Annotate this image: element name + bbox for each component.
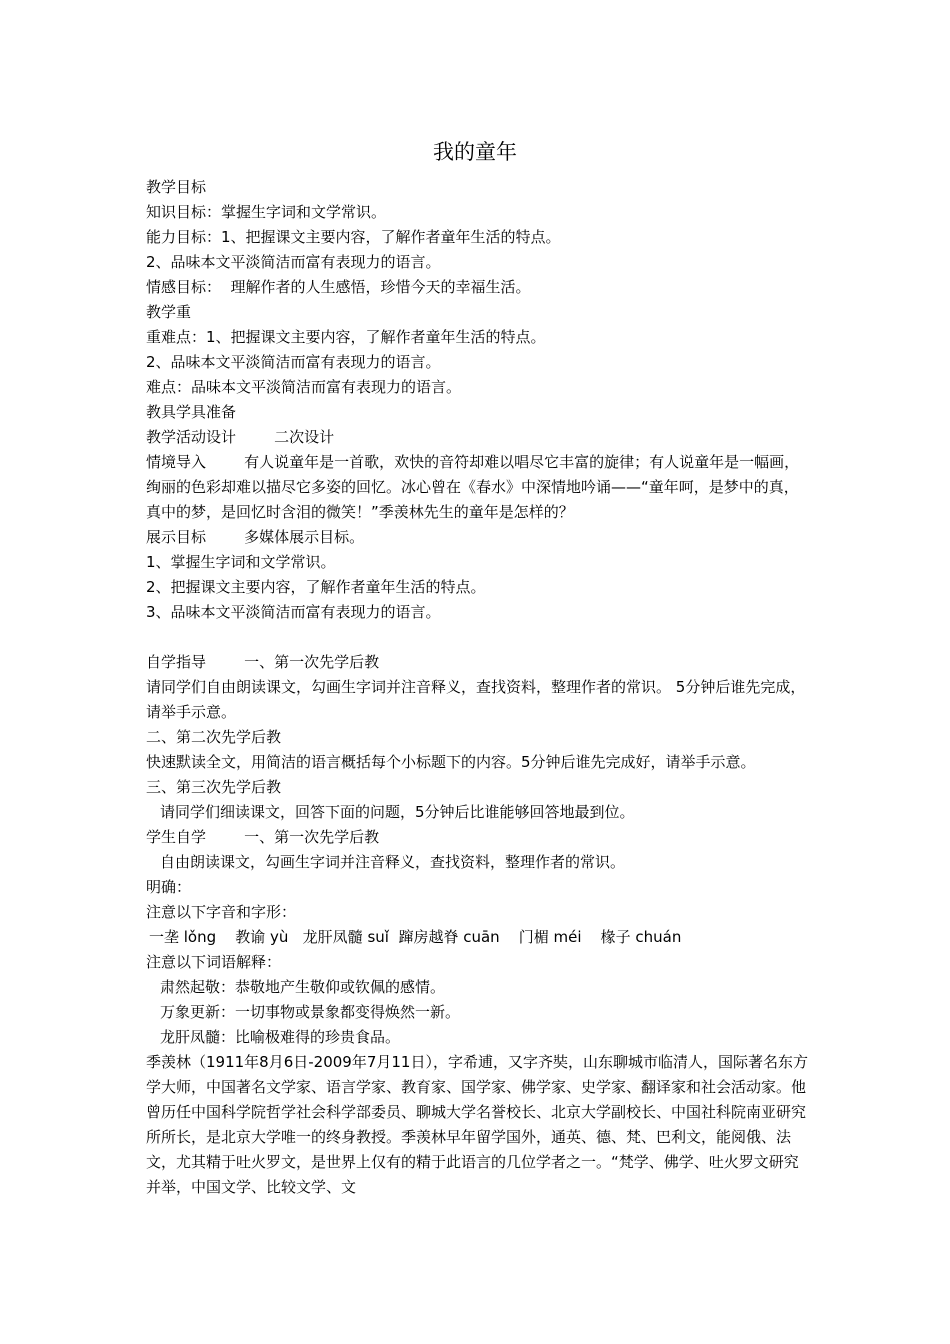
section-heading: 自学指导 一、第一次先学后教 <box>146 653 380 671</box>
paragraph: 2、品味本文平淡简洁而富有表现力的语言。 <box>146 353 441 371</box>
paragraph: 注意以下词语解释： <box>146 953 282 971</box>
section-heading: 教学活动设计 二次设计 <box>146 428 335 446</box>
paragraph: 快速默读全文，用简洁的语言概括每个小标题下的内容。5分钟后谁先完成好，请举手示意。 <box>146 753 756 771</box>
section-heading: 教学目标 <box>146 178 207 196</box>
paragraph: 能力目标：1、把握课文主要内容，了解作者童年生活的特点。 <box>146 228 561 246</box>
paragraph: 2、品味本文平淡简洁而富有表现力的语言。 <box>146 253 441 271</box>
paragraph: 知识目标：掌握生字词和文学常识。 <box>146 203 387 221</box>
section-heading: 三、第三次先学后教 <box>146 778 282 796</box>
document-title: 我的童年 <box>433 140 517 164</box>
paragraph: 情感目标： 理解作者的人生感悟，珍惜今天的幸福生活。 <box>146 278 531 296</box>
paragraph: 自由朗读课文，勾画生字词并注音释义，查找资料，整理作者的常识。 <box>160 853 626 871</box>
definition-item: 龙肝凤髓：比喻极难得的珍贵食品。 <box>160 1028 401 1046</box>
paragraph: 季羡林（1911年8月6日-2009年7月11日），字希逋，又字齐奘，山东聊城市临清人，国际著名东方学大师，中国著名文学家、语言学家、教育家、国学家、佛学家、史学家、翻译家和社会活动家。他曾历任中国科学院哲学社会科学部委员、聊城大学名誉校长、北京大学副校长、中国社科院南亚研究所所长，是北京大学唯一的终身教授。季羡林早年留学国外，通英、德、梵、巴利文，能阅俄、法文，尤其精于吐火罗文，是世界上仅有的精于此语言的几位学者之一。“梵学、佛学、吐火罗文研究并举，中国文学、比较文学、文 <box>146 1053 808 1196</box>
section-heading: 学生自学 一、第一次先学后教 <box>146 828 380 846</box>
paragraph: 难点：品味本文平淡简洁而富有表现力的语言。 <box>146 378 462 396</box>
paragraph: 请同学们细读课文，回答下面的问题，5分钟后比谁能够回答地最到位。 <box>160 803 635 821</box>
list-item: 3、品味本文平淡简洁而富有表现力的语言。 <box>146 603 441 621</box>
paragraph: 请同学们自由朗读课文，勾画生字词并注音释义，查找资料，整理作者的常识。 5分钟后谁先完成，请举手示意。 <box>146 678 806 721</box>
section-heading: 教学重 <box>146 303 192 321</box>
definition-item: 万象更新：一切事物或景象都变得焕然一新。 <box>160 1003 461 1021</box>
paragraph: 重难点：1、把握课文主要内容，了解作者童年生活的特点。 <box>146 328 546 346</box>
paragraph: 注意以下字音和字形： <box>146 903 297 921</box>
paragraph: 展示目标 多媒体展示目标。 <box>146 528 365 546</box>
blank-line <box>146 625 808 650</box>
document-body <box>146 175 808 1200</box>
list-item: 2、把握课文主要内容，了解作者童年生活的特点。 <box>146 578 486 596</box>
section-heading: 教具学具准备 <box>146 403 237 421</box>
section-heading: 二、第二次先学后教 <box>146 728 282 746</box>
pinyin-list: 一垄 lǒng 教谕 yù 龙肝凤髓 suǐ 蹿房越脊 cuān 门楣 méi 椽子 chuán <box>149 928 682 946</box>
definition-item: 肃然起敬：恭敬地产生敬仰或钦佩的感情。 <box>160 978 446 996</box>
paragraph: 明确： <box>146 878 192 896</box>
paragraph: 情境导入 有人说童年是一首歌，欢快的音符却难以唱尽它丰富的旋律；有人说童年是一幅画，绚丽的色彩却难以描尽它多姿的回忆。冰心曾在《春水》中深情地吟诵——“童年呵，是梦中的真，真中的梦，是回忆时含泪的微笑！”季羡林先生的童年是怎样的？ <box>146 453 800 521</box>
list-item: 1、掌握生字词和文学常识。 <box>146 553 336 571</box>
